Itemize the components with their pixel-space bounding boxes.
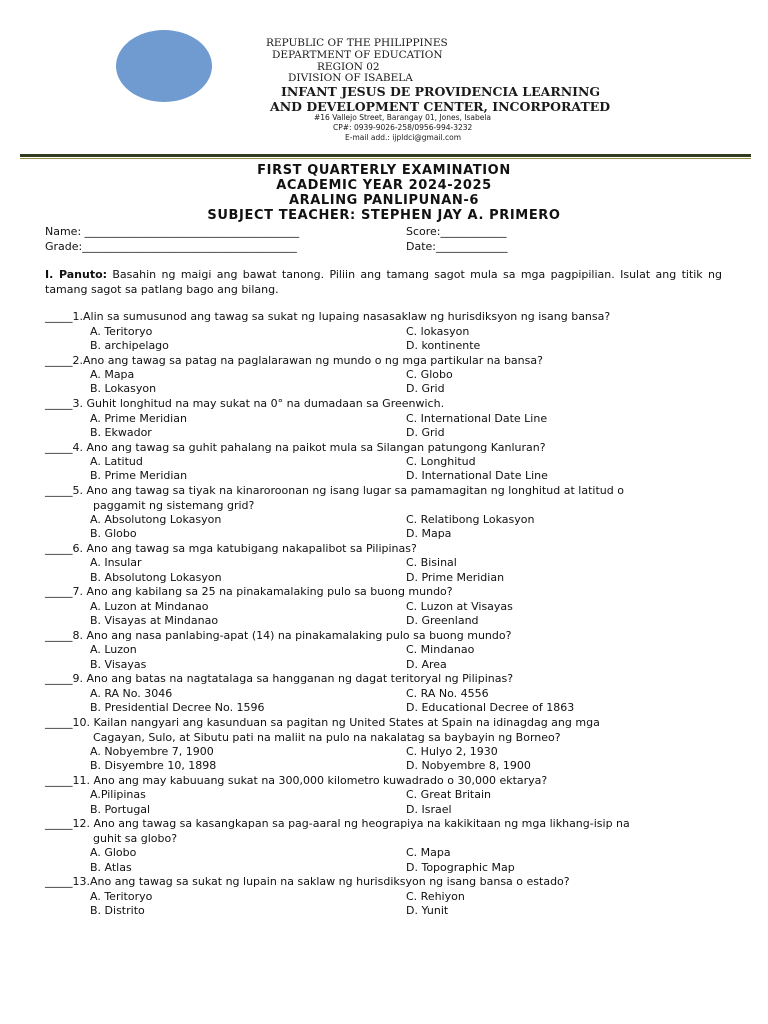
choice-9c: C. RA No. 4556 <box>406 687 489 700</box>
question-10 <box>45 716 713 745</box>
question-12 <box>45 817 713 846</box>
question-11: _____11. Ano ang may kabuuang sukat na 300,000 kilometro kuwadrado o 30,000 ektarya? <box>45 774 548 787</box>
question-1: _____1.Alin sa sumusunod ang tawag sa sukat ng lupaing nasasaklaw ng hurisdiksyon ng isang bansa? <box>45 310 611 323</box>
header-republic: REPUBLIC OF THE PHILIPPINES <box>266 37 448 49</box>
header-region: REGION 02 <box>317 61 380 73</box>
choice-8d: D. Area <box>406 658 447 671</box>
school-name-line2: AND DEVELOPMENT CENTER, INCORPORATED <box>270 99 611 114</box>
date-field: Date:_____________ <box>406 240 508 253</box>
header-divider-thin <box>20 158 751 159</box>
question-9: _____9. Ano ang batas na nagtatalaga sa hangganan ng dagat teritoryal ng Pilipinas? <box>45 672 514 685</box>
question-5-text: _____5. Ano ang tawag sa tiyak na kinaroroonan ng isang lugar sa pamamagitan ng longhitud at latitud o <box>45 484 624 497</box>
choice-11c: C. Great Britain <box>406 788 492 801</box>
question-13: _____13.Ano ang tawag sa sukat ng lupain na saklaw ng hurisdiksyon ng isang bansa o estado? <box>45 875 570 888</box>
choice-10d: D. Nobyembre 8, 1900 <box>406 759 531 772</box>
choice-7c: C. Luzon at Visayas <box>406 600 513 613</box>
school-phone: CP#: 0939-9026-258/0956-994-3232 <box>333 123 473 132</box>
choice-4b: B. Prime Meridian <box>90 469 188 482</box>
exam-title: FIRST QUARTERLY EXAMINATION <box>257 163 511 178</box>
choice-13d: D. Yunit <box>406 904 449 917</box>
question-10-text: _____10. Kailan nangyari ang kasunduan sa pagitan ng United States at Spain na idinagdag ang mga <box>45 716 600 729</box>
question-3: _____3. Guhit longhitud na may sukat na 0° na dumadaan sa Greenwich. <box>45 397 445 410</box>
question-8: _____8. Ano ang nasa panlabing-apat (14) na pinakamalaking pulo sa buong mundo? <box>45 629 512 642</box>
choice-10a: A. Nobyembre 7, 1900 <box>90 745 214 758</box>
choice-12c: C. Mapa <box>406 846 451 859</box>
choice-2b: B. Lokasyon <box>90 382 157 395</box>
choice-8a: A. Luzon <box>90 643 137 656</box>
school-email: E-mail add.: ijpldci@gmail.com <box>345 133 462 142</box>
choice-4a: A. Latitud <box>90 455 143 468</box>
choice-2a: A. Mapa <box>90 368 135 381</box>
school-name-line1: INFANT JESUS DE PROVIDENCIA LEARNING <box>281 84 601 99</box>
instructions-text: Basahin ng maigi ang bawat tanong. Piliin ang tamang sagot mula sa mga pagpipilian. Isulat ang titik ng tamang sagot sa patlang bago ang bilang. <box>45 268 722 296</box>
instructions-label: I. Panuto: <box>45 268 108 281</box>
choice-2c: C. Globo <box>406 368 453 381</box>
header-divider <box>20 154 751 157</box>
choice-5a: A. Absolutong Lokasyon <box>90 513 222 526</box>
choice-9d: D. Educational Decree of 1863 <box>406 701 575 714</box>
choice-2d: D. Grid <box>406 382 445 395</box>
question-4: _____4. Ano ang tawag sa guhit pahalang na paikot mula sa Silangan patungong Kanluran? <box>45 441 546 454</box>
choice-1a: A. Teritoryo <box>90 325 153 338</box>
grade-field: Grade:_______________________________________ <box>45 240 297 253</box>
choice-1c: C. lokasyon <box>406 325 470 338</box>
choice-5c: C. Relatibong Lokasyon <box>406 513 535 526</box>
instructions <box>45 267 722 297</box>
score-field: Score:____________ <box>406 225 507 238</box>
choice-8c: C. Mindanao <box>406 643 475 656</box>
name-field: Name: _______________________________________ <box>45 225 300 238</box>
question-2: _____2.Ano ang tawag sa patag na paglalarawan ng mundo o ng mga partikular na bansa? <box>45 354 543 367</box>
question-5-continuation: paggamit ng sistemang grid? <box>93 498 255 512</box>
choice-3b: B. Ekwador <box>90 426 152 439</box>
academic-year: ACADEMIC YEAR 2024-2025 <box>276 178 492 193</box>
question-5 <box>45 484 713 513</box>
header-department: DEPARTMENT OF EDUCATION <box>272 49 443 61</box>
choice-10b: B. Disyembre 10, 1898 <box>90 759 217 772</box>
choice-6a: A. Insular <box>90 556 142 569</box>
school-address: #16 Vallejo Street, Barangay 01, Jones, Isabela <box>314 113 492 122</box>
choice-10c: C. Hulyo 2, 1930 <box>406 745 498 758</box>
question-10-continuation: Cagayan, Sulo, at Sibutu pati na maliit na pulo na nakalatag sa baybayin ng Borneo? <box>93 730 561 744</box>
question-12-text: _____12. Ano ang tawag sa kasangkapan sa pag-aaral ng heograpiya na kakikitaan ng mga likhang-isip na <box>45 817 630 830</box>
choice-3a: A. Prime Meridian <box>90 412 187 425</box>
school-logo <box>116 30 212 102</box>
choice-3c: C. International Date Line <box>406 412 548 425</box>
choice-12b: B. Atlas <box>90 861 132 874</box>
choice-3d: D. Grid <box>406 426 445 439</box>
choice-6b: B. Absolutong Lokasyon <box>90 571 222 584</box>
choice-8b: B. Visayas <box>90 658 147 671</box>
choice-5d: D. Mapa <box>406 527 452 540</box>
header-division: DIVISION OF ISABELA <box>288 72 413 84</box>
choice-11d: D. Israel <box>406 803 452 816</box>
choice-4d: D. International Date Line <box>406 469 548 482</box>
choice-6c: C. Bisinal <box>406 556 457 569</box>
choice-13a: A. Teritoryo <box>90 890 153 903</box>
choice-7d: D. Greenland <box>406 614 479 627</box>
choice-5b: B. Globo <box>90 527 137 540</box>
choice-13b: B. Distrito <box>90 904 145 917</box>
choice-7a: A. Luzon at Mindanao <box>90 600 209 613</box>
choice-11b: B. Portugal <box>90 803 151 816</box>
choice-9b: B. Presidential Decree No. 1596 <box>90 701 265 714</box>
question-7: _____7. Ano ang kabilang sa 25 na pinakamalaking pulo sa buong mundo? <box>45 585 453 598</box>
choice-7b: B. Visayas at Mindanao <box>90 614 219 627</box>
choice-1d: D. kontinente <box>406 339 481 352</box>
question-12-continuation: guhit sa globo? <box>93 831 178 845</box>
choice-13c: C. Rehiyon <box>406 890 465 903</box>
subject-teacher: SUBJECT TEACHER: STEPHEN JAY A. PRIMERO <box>207 208 561 223</box>
choice-12d: D. Topographic Map <box>406 861 515 874</box>
question-6: _____6. Ano ang tawag sa mga katubigang nakapalibot sa Pilipinas? <box>45 542 417 555</box>
choice-9a: A. RA No. 3046 <box>90 687 173 700</box>
choice-1b: B. archipelago <box>90 339 169 352</box>
choice-4c: C. Longhitud <box>406 455 476 468</box>
choice-12a: A. Globo <box>90 846 137 859</box>
choice-6d: D. Prime Meridian <box>406 571 505 584</box>
subject-title: ARALING PANLIPUNAN-6 <box>288 193 480 208</box>
choice-11a: A.Pilipinas <box>90 788 146 801</box>
